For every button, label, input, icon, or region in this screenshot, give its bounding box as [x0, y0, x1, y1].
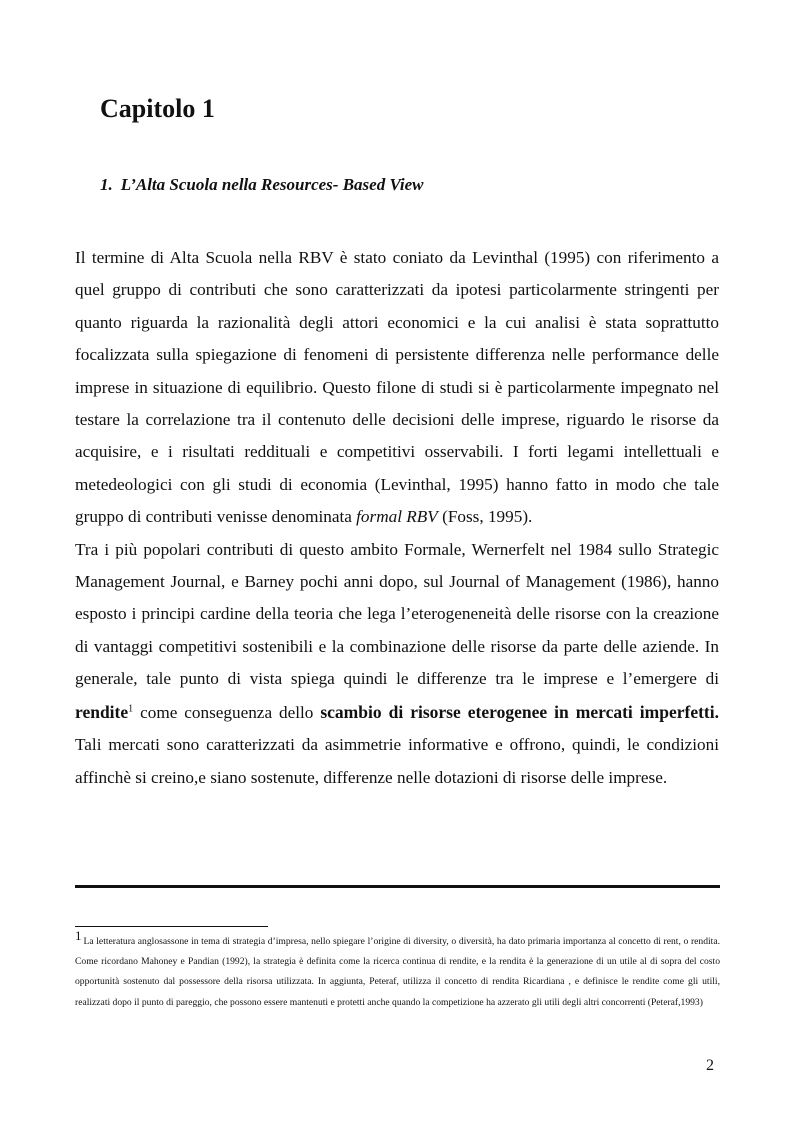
section-heading	[100, 175, 423, 195]
section-number: 1.	[100, 175, 113, 194]
footnote-mark: 1	[75, 927, 82, 943]
paragraph-2	[75, 534, 719, 794]
paragraph-1	[75, 242, 719, 534]
footnote-separator	[75, 926, 268, 927]
page-number: 2	[706, 1057, 714, 1074]
paragraph-2-bold-phrase: scambio di risorse eterogenee in mercati imperfetti.	[320, 701, 719, 722]
footnote-text: La letteratura anglosassone in tema di strategia d’impresa, nello spiegare l’origine di diversity, o diversità, ha dato primaria importanza al concetto di rent, o rendita. Come ricordano Mahoney e Pandian (1992), la strategia è definita come la ricerca continua di rendite, e la rendita è la generazione di un utile al di sopra del costo opportunità sostenuto dal possessore della risorsa utilizzata. In aggiunta, Peteraf, utilizza il concetto di rendita Ricardiana , e definisce le rendite come gli utili, realizzati dopo il punto di pareggio, che possono essere mantenuti e protetti anche quando la competizione ha azzerato gli utili degli altri concorrenti (Peteraf,1993)	[75, 936, 720, 1008]
paragraph-2-text-b: come conseguenza dello	[133, 702, 321, 722]
footnote-reference[interactable]: 1	[128, 702, 134, 714]
paragraph-2-text-a: Tra i più popolari contributi di questo ambito Formale, Wernerfelt nel 1984 sullo Strategic Management Journal, e Barney pochi anni dopo, sul Journal of Management (1986), hanno esposto i principi cardine della teoria che lega l’eterogeneneità delle risorse con la creazione di vantaggi competitivi sostenibili e la combinazione delle risorse da parte delle aziende. In generale, tale punto di vista spiega quindi le differenze tra le imprese e l’emergere di	[75, 539, 719, 689]
body-text	[75, 242, 719, 794]
paragraph-1-italic-term: formal RBV	[356, 507, 438, 527]
paragraph-2-text-c: Tali mercati sono caratterizzati da asimmetrie informative e offrono, quindi, le condizioni affinchè si creino,e siano sostenute, differenze nelle dotazioni di risorse delle imprese.	[75, 735, 719, 787]
section-title: L’Alta Scuola nella Resources- Based View	[120, 175, 424, 194]
chapter-title: Capitolo 1	[100, 94, 215, 123]
section-divider	[75, 885, 720, 888]
paragraph-1-text-a: Il termine di Alta Scuola nella RBV è stato coniato da Levinthal (1995) con riferimento a quel gruppo di contributi che sono caratterizzati da ipotesi particolarmente stringenti per quanto riguarda la razionalità degli attori economici e la cui analisi è stata soprattutto focalizzata sulla spiegazione di fenomeni di persistente differenza nelle performance delle imprese in situazione di equilibrio. Questo filone di studi si è particolarmente impegnato nel testare la correlazione tra il contenuto delle decisioni delle imprese, riguardo le risorse da acquisire, e i risultati reddituali e competitivi osservabili. I forti legami intellettuali e metedeologici con gli studi di economia (Levinthal, 1995) hanno fatto in modo che tale gruppo di contributi venisse denominata	[75, 248, 719, 527]
footnote	[75, 927, 720, 1013]
paragraph-1-text-b: (Foss, 1995).	[437, 507, 533, 527]
paragraph-2-bold-rendite: rendite	[75, 701, 129, 722]
